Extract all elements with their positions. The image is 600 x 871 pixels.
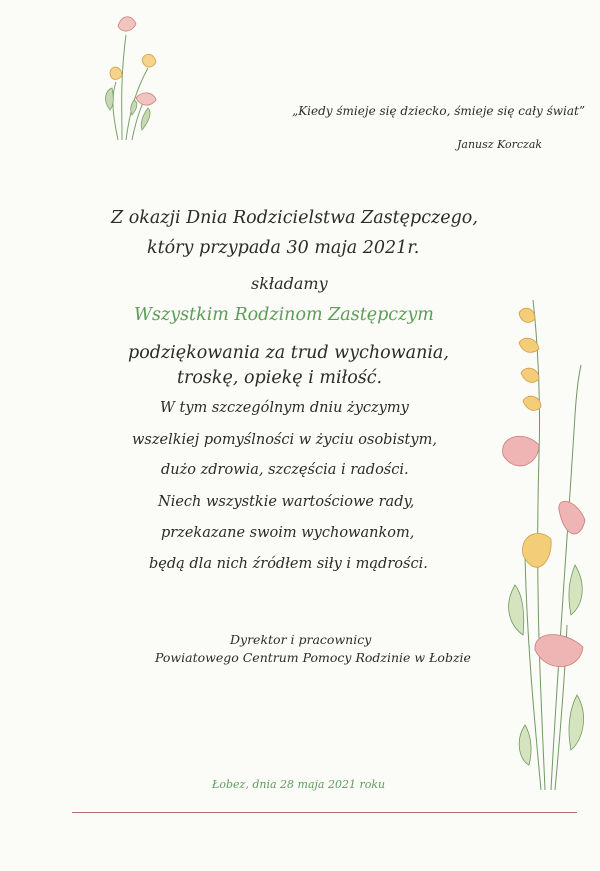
wishes-line: przekazane swoim wychowankom, [161, 525, 415, 541]
footer-divider [72, 812, 577, 813]
quote-author: Janusz Korczak [457, 138, 543, 151]
wishes-line: wszelkiej pomyślności w życiu osobistym, [132, 432, 437, 448]
signature-line-2: Powiatowego Centrum Pomocy Rodzinie w Łobzie [155, 650, 471, 665]
flower-illustration-top [92, 10, 172, 145]
thanks-line-2: troskę, opiekę i miłość. [177, 368, 383, 388]
recipient-line: Wszystkim Rodzinom Zastępczym [134, 305, 434, 325]
place-date: Łobez, dnia 28 maja 2021 roku [212, 778, 386, 791]
wishes-line: W tym szczególnym dniu życzymy [160, 400, 409, 416]
wishes-line: będą dla nich źródłem siły i mądrości. [149, 556, 428, 572]
wishes-line: Niech wszystkie wartościowe rady, [158, 494, 415, 510]
occasion-line: Z okazji Dnia Rodzicielstwa Zastępczego, [111, 208, 478, 228]
thanks-line-1: podziękowania za trud wychowania, [128, 343, 449, 363]
signature-line-1: Dyrektor i pracownicy [230, 632, 372, 647]
wishes-line: dużo zdrowia, szczęścia i radości. [161, 462, 409, 478]
date-line: który przypada 30 maja 2021r. [147, 238, 420, 258]
quote-text: „Kiedy śmieje się dziecko, śmieje się cały świat” [292, 104, 585, 118]
greeting-verb: składamy [251, 274, 328, 293]
flower-illustration-right [495, 295, 595, 795]
